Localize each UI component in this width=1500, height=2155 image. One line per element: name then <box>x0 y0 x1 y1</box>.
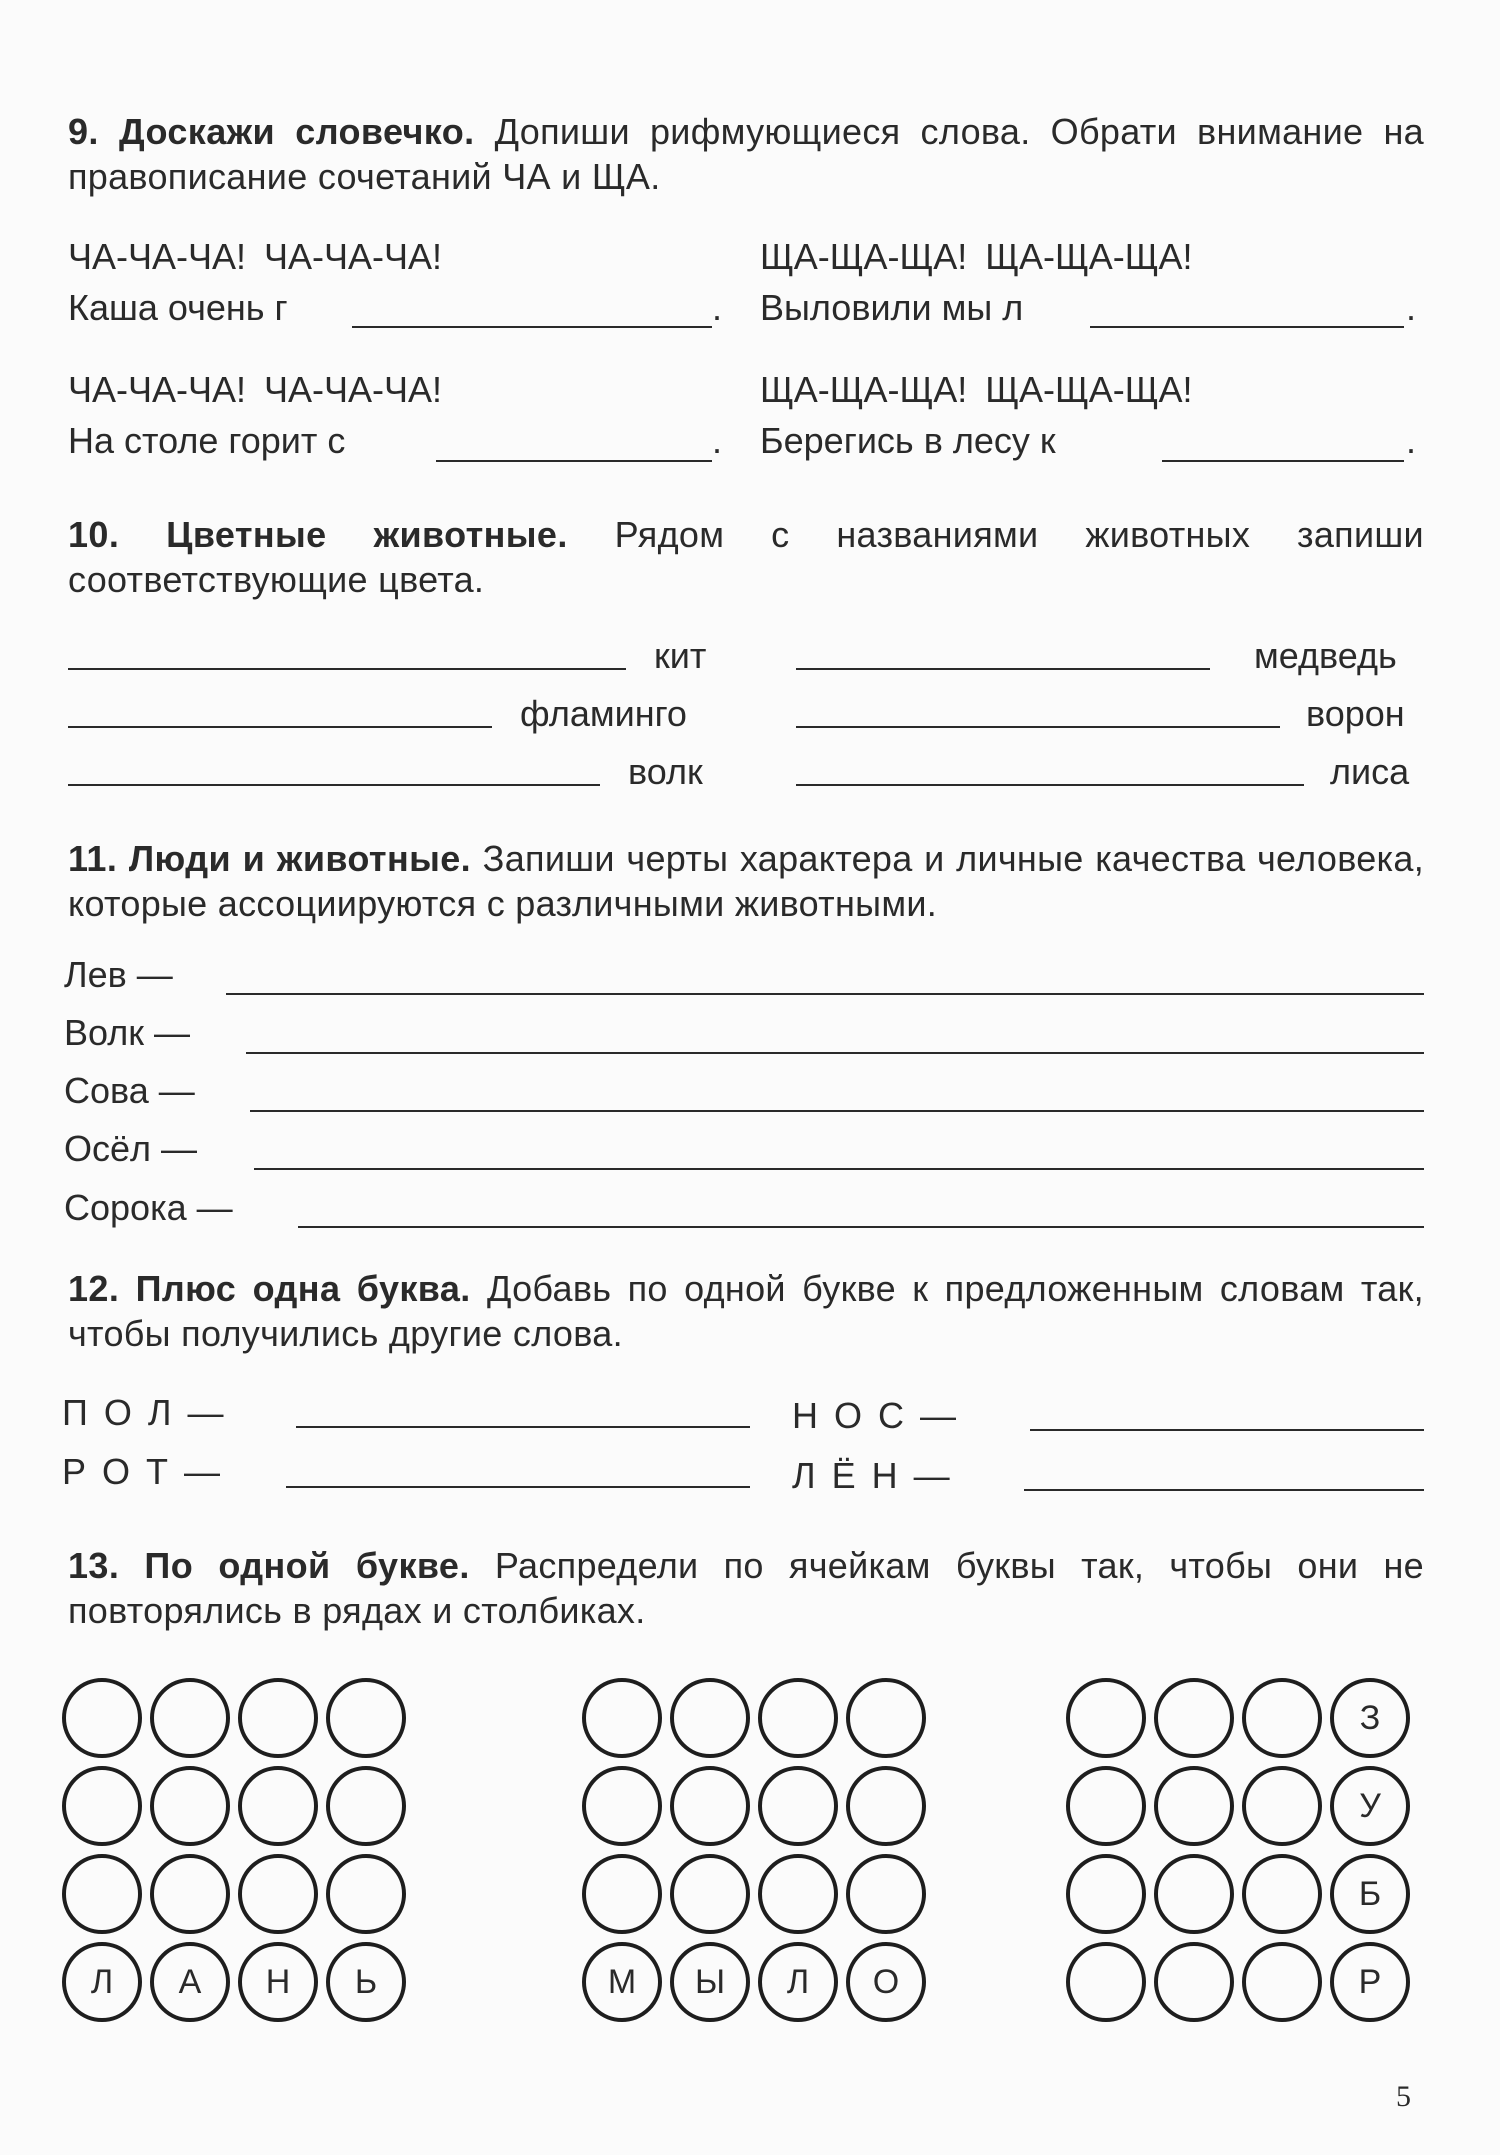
grid-1-cell[interactable] <box>326 1678 406 1758</box>
task-11-answer-line-soroka[interactable] <box>298 1226 1424 1228</box>
task-9-chant-shcha-2: ЩА-ЩА-ЩА! ЩА-ЩА-ЩА! <box>760 369 1193 410</box>
task-12-answer-line-rot[interactable] <box>286 1486 750 1488</box>
task-11-answer-line-volk[interactable] <box>246 1052 1424 1054</box>
grid-1-cell[interactable] <box>62 1678 142 1758</box>
grid-1-cell[interactable] <box>326 1766 406 1846</box>
task-9-line-4-end: . <box>1406 420 1417 461</box>
task-9-answer-line-1[interactable] <box>352 326 712 328</box>
task-10-animal-flamingo: фламинго <box>520 693 687 734</box>
grid-2-cell[interactable] <box>582 1854 662 1934</box>
grid-2-cell[interactable] <box>846 1766 926 1846</box>
task-9-line-1-end: . <box>712 287 723 328</box>
task-10-number: 10. <box>68 514 120 555</box>
task-12-word-nos: Н О С — <box>792 1395 960 1436</box>
grid-3-cell[interactable] <box>1242 1854 1322 1934</box>
grid-3-cell[interactable] <box>1066 1942 1146 2022</box>
grid-2-cell[interactable] <box>846 1678 926 1758</box>
task-9-text: Допиши рифмующиеся слова. Обрати внимание на правописание сочетаний ЧА и ЩА. <box>68 111 1424 197</box>
grid-1-cell-letter: Ь <box>326 1942 406 2022</box>
grid-1-cell[interactable] <box>326 1854 406 1934</box>
task-10-animal-kit: кит <box>654 635 707 676</box>
task-11-animal-soroka: Сорока — <box>64 1187 233 1228</box>
grid-1-cell[interactable] <box>150 1678 230 1758</box>
grid-1-cell[interactable] <box>150 1854 230 1934</box>
grid-3-cell-letter: У <box>1330 1766 1410 1846</box>
task-12-answer-line-nos[interactable] <box>1030 1429 1424 1431</box>
task-13-number: 13. <box>68 1545 120 1586</box>
grid-2-cell[interactable] <box>582 1678 662 1758</box>
task-9-line-1-label: Каша очень г <box>68 287 288 328</box>
grid-1-cell[interactable] <box>62 1854 142 1934</box>
task-9-line-3-end: . <box>1406 287 1417 328</box>
grid-1-cell[interactable] <box>62 1766 142 1846</box>
grid-2-cell-letter: Л <box>758 1942 838 2022</box>
task-12-text: Добавь по одной букве к предложенным словам так, чтобы получились другие слова. <box>68 1268 1424 1354</box>
task-9-answer-line-4[interactable] <box>1162 460 1404 462</box>
grid-2-cell[interactable] <box>758 1678 838 1758</box>
grid-3-cell[interactable] <box>1066 1678 1146 1758</box>
task-12-answer-line-pol[interactable] <box>296 1426 750 1428</box>
grid-1-cell-letter: Л <box>62 1942 142 2022</box>
task-9-instruction <box>68 109 1424 199</box>
task-9-number: 9. <box>68 111 99 152</box>
grid-1-cell-letter: Н <box>238 1942 318 2022</box>
task-12-number: 12. <box>68 1268 120 1309</box>
task-11-title: Люди и животные. <box>128 838 472 879</box>
task-9-line-2-end: . <box>712 420 723 461</box>
grid-1-cell[interactable] <box>150 1766 230 1846</box>
task-12-word-pol: П О Л — <box>62 1392 227 1433</box>
task-10-answer-line-lisa[interactable] <box>796 784 1304 786</box>
grid-1-cell[interactable] <box>238 1766 318 1846</box>
grid-3-cell[interactable] <box>1154 1678 1234 1758</box>
task-9-line-4-label: Берегись в лесу к <box>760 420 1056 461</box>
task-9-line-3-label: Выловили мы л <box>760 287 1024 328</box>
task-10-text: Рядом с названиями животных запиши соответствующие цвета. <box>68 514 1424 600</box>
grid-2-cell[interactable] <box>758 1766 838 1846</box>
task-12-instruction <box>68 1266 1424 1356</box>
task-12-word-len: Л Ё Н — <box>792 1455 953 1496</box>
task-10-animal-medved: медведь <box>1254 635 1397 676</box>
task-12-answer-line-len[interactable] <box>1024 1489 1424 1491</box>
task-11-instruction <box>68 836 1424 926</box>
task-11-answer-line-sova[interactable] <box>250 1110 1424 1112</box>
task-9-answer-line-3[interactable] <box>1090 326 1404 328</box>
grid-1-cell[interactable] <box>238 1854 318 1934</box>
grid-3-cell[interactable] <box>1154 1766 1234 1846</box>
grid-2-cell[interactable] <box>670 1678 750 1758</box>
grid-3-cell[interactable] <box>1154 1854 1234 1934</box>
task-9-chant-cha-2: ЧА-ЧА-ЧА! ЧА-ЧА-ЧА! <box>68 369 442 410</box>
task-11-text: Запиши черты характера и личные качества человека, которые ассоциируются с различными животными. <box>68 838 1425 924</box>
task-10-answer-line-volk[interactable] <box>68 784 600 786</box>
grid-2-cell[interactable] <box>670 1854 750 1934</box>
task-11-answer-line-osel[interactable] <box>254 1168 1424 1170</box>
task-10-animal-voron: ворон <box>1306 693 1405 734</box>
task-10-answer-line-kit[interactable] <box>68 668 626 670</box>
task-11-animal-volk: Волк — <box>64 1012 190 1053</box>
task-11-animal-sova: Сова — <box>64 1070 195 1111</box>
task-13-instruction <box>68 1543 1424 1633</box>
page-number: 5 <box>1396 2080 1411 2113</box>
grid-3-cell[interactable] <box>1242 1678 1322 1758</box>
task-9-answer-line-2[interactable] <box>436 460 712 462</box>
grid-3-cell-letter: Б <box>1330 1854 1410 1934</box>
grid-2-cell[interactable] <box>670 1766 750 1846</box>
task-10-answer-line-voron[interactable] <box>796 726 1280 728</box>
task-12-title: Плюс одна буква. <box>135 1268 471 1309</box>
grid-3-cell[interactable] <box>1154 1942 1234 2022</box>
task-11-animal-lev: Лев — <box>64 954 173 995</box>
task-10-animal-volk: волк <box>628 751 703 792</box>
grid-2-cell-letter: О <box>846 1942 926 2022</box>
task-10-answer-line-medved[interactable] <box>796 668 1210 670</box>
task-10-answer-line-flamingo[interactable] <box>68 726 492 728</box>
grid-1-cell-letter: А <box>150 1942 230 2022</box>
grid-3-cell[interactable] <box>1242 1766 1322 1846</box>
task-10-title: Цветные животные. <box>166 514 568 555</box>
grid-2-cell[interactable] <box>846 1854 926 1934</box>
grid-2-cell[interactable] <box>758 1854 838 1934</box>
grid-2-cell-letter: Ы <box>670 1942 750 2022</box>
task-13-title: По одной букве. <box>144 1545 470 1586</box>
grid-3-cell[interactable] <box>1066 1766 1146 1846</box>
task-11-number: 11. <box>68 838 118 879</box>
grid-3-cell-letter: Р <box>1330 1942 1410 2022</box>
grid-3-cell[interactable] <box>1242 1942 1322 2022</box>
grid-3-cell-letter: З <box>1330 1678 1410 1758</box>
task-9-chant-cha-1: ЧА-ЧА-ЧА! ЧА-ЧА-ЧА! <box>68 236 442 277</box>
task-12-word-rot: Р О Т — <box>62 1451 224 1492</box>
task-13-text: Распредели по ячейкам буквы так, чтобы они не повторялись в рядах и столбиках. <box>68 1545 1424 1631</box>
grid-3-cell[interactable] <box>1066 1854 1146 1934</box>
task-11-animal-osel: Осёл — <box>64 1128 198 1169</box>
task-9-line-2-label: На столе горит с <box>68 420 346 461</box>
task-10-instruction <box>68 512 1424 602</box>
task-10-animal-lisa: лиса <box>1330 751 1410 792</box>
task-11-answer-line-lev[interactable] <box>226 993 1424 995</box>
grid-2-cell-letter: М <box>582 1942 662 2022</box>
grid-2-cell[interactable] <box>582 1766 662 1846</box>
task-9-chant-shcha-1: ЩА-ЩА-ЩА! ЩА-ЩА-ЩА! <box>760 236 1193 277</box>
task-9-title: Доскажи словечко. <box>118 111 475 152</box>
grid-1-cell[interactable] <box>238 1678 318 1758</box>
